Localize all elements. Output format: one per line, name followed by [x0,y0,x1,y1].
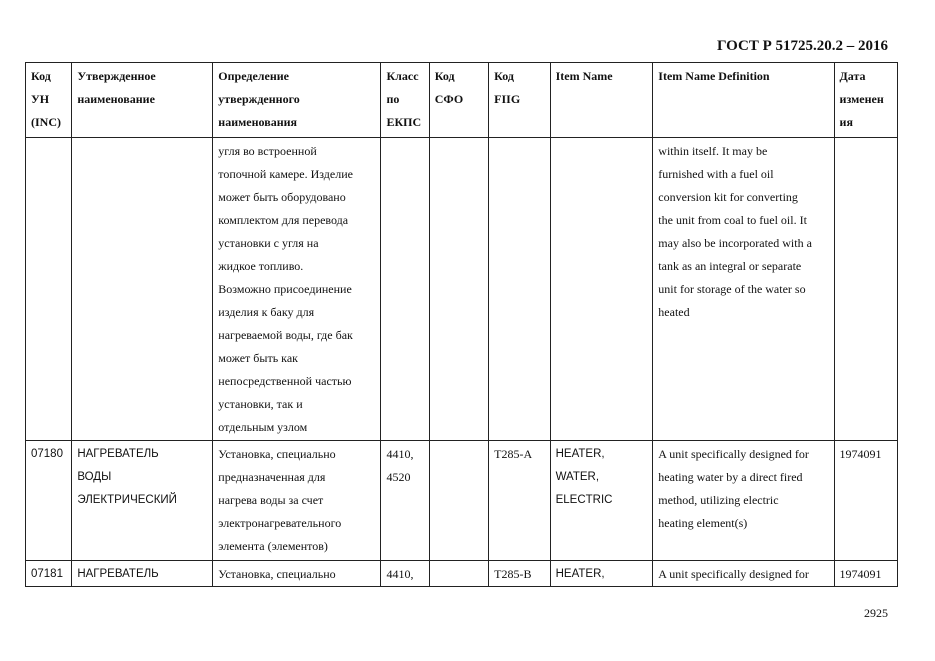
class-ekps-cell: 4410, [381,561,429,587]
approved-name-cell: НАГРЕВАТЕЛЬ [72,561,213,587]
fiig-code-cell [489,138,550,441]
table-row [26,138,898,441]
inc-cell [26,138,72,441]
table-row [26,561,898,587]
class-ekps-cell: 4410, 4520 [381,441,429,561]
change-date-cell [834,138,897,441]
header-change-date: Дата изменен ия [834,63,897,138]
header-approved-name: Утвержденное наименование [72,63,213,138]
sfo-code-cell [429,441,488,561]
item-name-cell: HEATER, [550,561,653,587]
item-name-definition-cell: A unit specifically designed for [653,561,834,587]
change-date-cell: 1974091 [834,441,897,561]
header-item-name: Item Name [550,63,653,138]
header-definition: Определение утвержденного наименования [213,63,381,138]
item-name-cell [550,138,653,441]
inc-cell: 07180 [26,441,72,561]
header-class-ekps: Класс по ЕКПС [381,63,429,138]
document-title: ГОСТ Р 51725.20.2 – 2016 [716,38,888,54]
approved-name-cell: НАГРЕВАТЕЛЬ ВОДЫ ЭЛЕКТРИЧЕСКИЙ [72,441,213,561]
approved-name-cell [72,138,213,441]
header-inc: Код УН (INC) [26,63,72,138]
inc-cell: 07181 [26,561,72,587]
header-fiig-code: Код FIIG [489,63,550,138]
change-date-cell: 1974091 [834,561,897,587]
item-name-cell: HEATER, WATER, ELECTRIC [550,441,653,561]
header-item-name-definition: Item Name Definition [653,63,834,138]
page-number: 2925 [864,606,888,620]
item-name-definition-cell: within itself. It may be furnished with a fuel oil conversion kit for converting the unit from coal to fuel oil. It may also be incorporated with a tank as an integral or separate unit for storage of the water so heated [653,138,834,441]
definition-ru-cell: Установка, специально [213,561,381,587]
class-ekps-cell [381,138,429,441]
definition-ru-cell: Установка, специально предназначенная для нагрева воды за счет электронагревательного элемента (элементов) [213,441,381,561]
item-name-definition-cell: A unit specifically designed for heating water by a direct fired method, utilizing electric heating element(s) [653,441,834,561]
definition-ru-cell: угля во встроенной топочной камере. Изделие может быть оборудовано комплектом для перевода установки с угля на жидкое топливо. Возможно присоединение изделия к баку для нагреваемой воды, где бак может быть как непосредственной частью установки, так и отдельным узлом [213,138,381,441]
sfo-code-cell [429,138,488,441]
table-row [26,441,898,561]
fiig-code-cell: T285-B [489,561,550,587]
sfo-code-cell [429,561,488,587]
header-sfo-code: Код СФО [429,63,488,138]
header-row [26,63,898,138]
classification-table [25,62,898,587]
fiig-code-cell: T285-A [489,441,550,561]
